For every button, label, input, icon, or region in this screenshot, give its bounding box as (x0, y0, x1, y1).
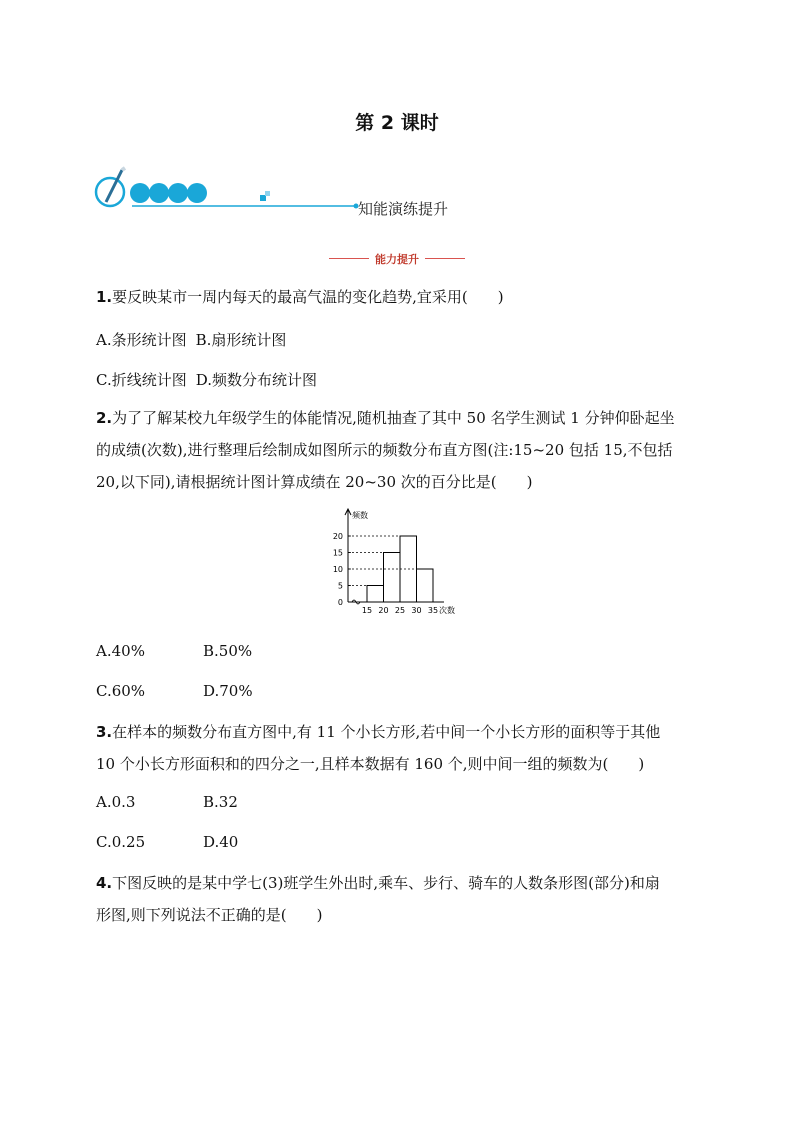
question-number: 3. (96, 723, 113, 741)
histogram-bar (384, 553, 401, 603)
x-tick-label: 35 (427, 606, 439, 615)
y-tick-label: 20 (332, 532, 343, 541)
question-1-options-row-1 (96, 330, 286, 350)
question-text: 下图反映的是某中学七(3)班学生外出时,乘车、步行、骑车的人数条形图(部分)和扇 (112, 874, 660, 892)
y-tick-label: 10 (332, 565, 343, 574)
question-text: 形图,则下列说法不正确的是( ) (96, 906, 323, 924)
option-b[interactable]: B.32 (203, 793, 238, 811)
question-text: 10 个小长方形面积和的四分之一,且样本数据有 160 个,则中间一组的频数为( ) (96, 755, 645, 773)
option-b[interactable]: B.扇形统计图 (195, 331, 287, 349)
question-3-options-row-1 (96, 792, 238, 812)
y-tick-label: 0 (337, 598, 343, 607)
question-text: 20,以下同),请根据统计图计算成绩在 20~30 次的百分比是( ) (96, 473, 533, 491)
question-text: 要反映某市一周内每天的最高气温的变化趋势,宜采用( ) (112, 288, 504, 306)
question-2-options-row-2 (96, 681, 253, 701)
divider (329, 258, 369, 259)
x-axis-label: 次数 (439, 606, 455, 615)
y-tick-label: 15 (332, 548, 343, 558)
histogram-bar (367, 586, 384, 603)
banner-label: 知能演练提升 (358, 200, 449, 218)
question-text: 为了了解某校九年级学生的体能情况,随机抽查了其中 50 名学生测试 1 分钟仰卧起坐 (112, 409, 675, 427)
pen-icon (96, 168, 125, 206)
question-1-options-row-2 (96, 370, 317, 390)
option-c[interactable]: C.折线统计图 (96, 371, 187, 389)
section-subhead (0, 248, 794, 267)
frequency-histogram (326, 506, 476, 622)
question-4 (96, 867, 706, 931)
option-c[interactable]: C.60% (96, 682, 146, 700)
option-a[interactable]: A.0.3 (96, 793, 136, 811)
section-label: 能力提升 (375, 252, 419, 266)
question-text: 的成绩(次数),进行整理后绘制成如图所示的频数分布直方图(注:15~20 包括 15,不包括 (96, 441, 673, 459)
question-3 (96, 716, 706, 780)
option-b[interactable]: B.50% (203, 642, 253, 660)
option-d[interactable]: D.40 (203, 833, 239, 851)
option-c[interactable]: C.0.25 (96, 833, 146, 851)
question-2 (96, 402, 706, 498)
option-a[interactable]: A.40% (96, 642, 145, 660)
question-1 (96, 281, 706, 313)
decorative-dots (130, 183, 207, 203)
option-d[interactable]: D.频数分布统计图 (195, 371, 317, 389)
divider (425, 258, 465, 259)
y-axis-label: 频数 (352, 511, 368, 520)
question-text: 在样本的频数分布直方图中,有 11 个小长方形,若中间一个小长方形的面积等于其他 (112, 723, 661, 741)
question-number: 1. (96, 288, 113, 306)
question-2-options-row-1 (96, 641, 252, 661)
histogram-bar (417, 569, 434, 602)
y-tick-label: 5 (337, 581, 343, 591)
x-tick-label: 20 (378, 606, 389, 615)
option-a[interactable]: A.条形统计图 (96, 331, 187, 349)
page-title: 第 2 课时 (355, 112, 439, 134)
question-3-options-row-2 (96, 832, 238, 852)
x-tick-label: 30 (411, 606, 422, 615)
x-tick-label: 15 (361, 606, 373, 615)
x-tick-label: 25 (394, 606, 406, 615)
question-number: 2. (96, 409, 113, 427)
question-number: 4. (96, 874, 113, 892)
option-d[interactable]: D.70% (203, 682, 253, 700)
